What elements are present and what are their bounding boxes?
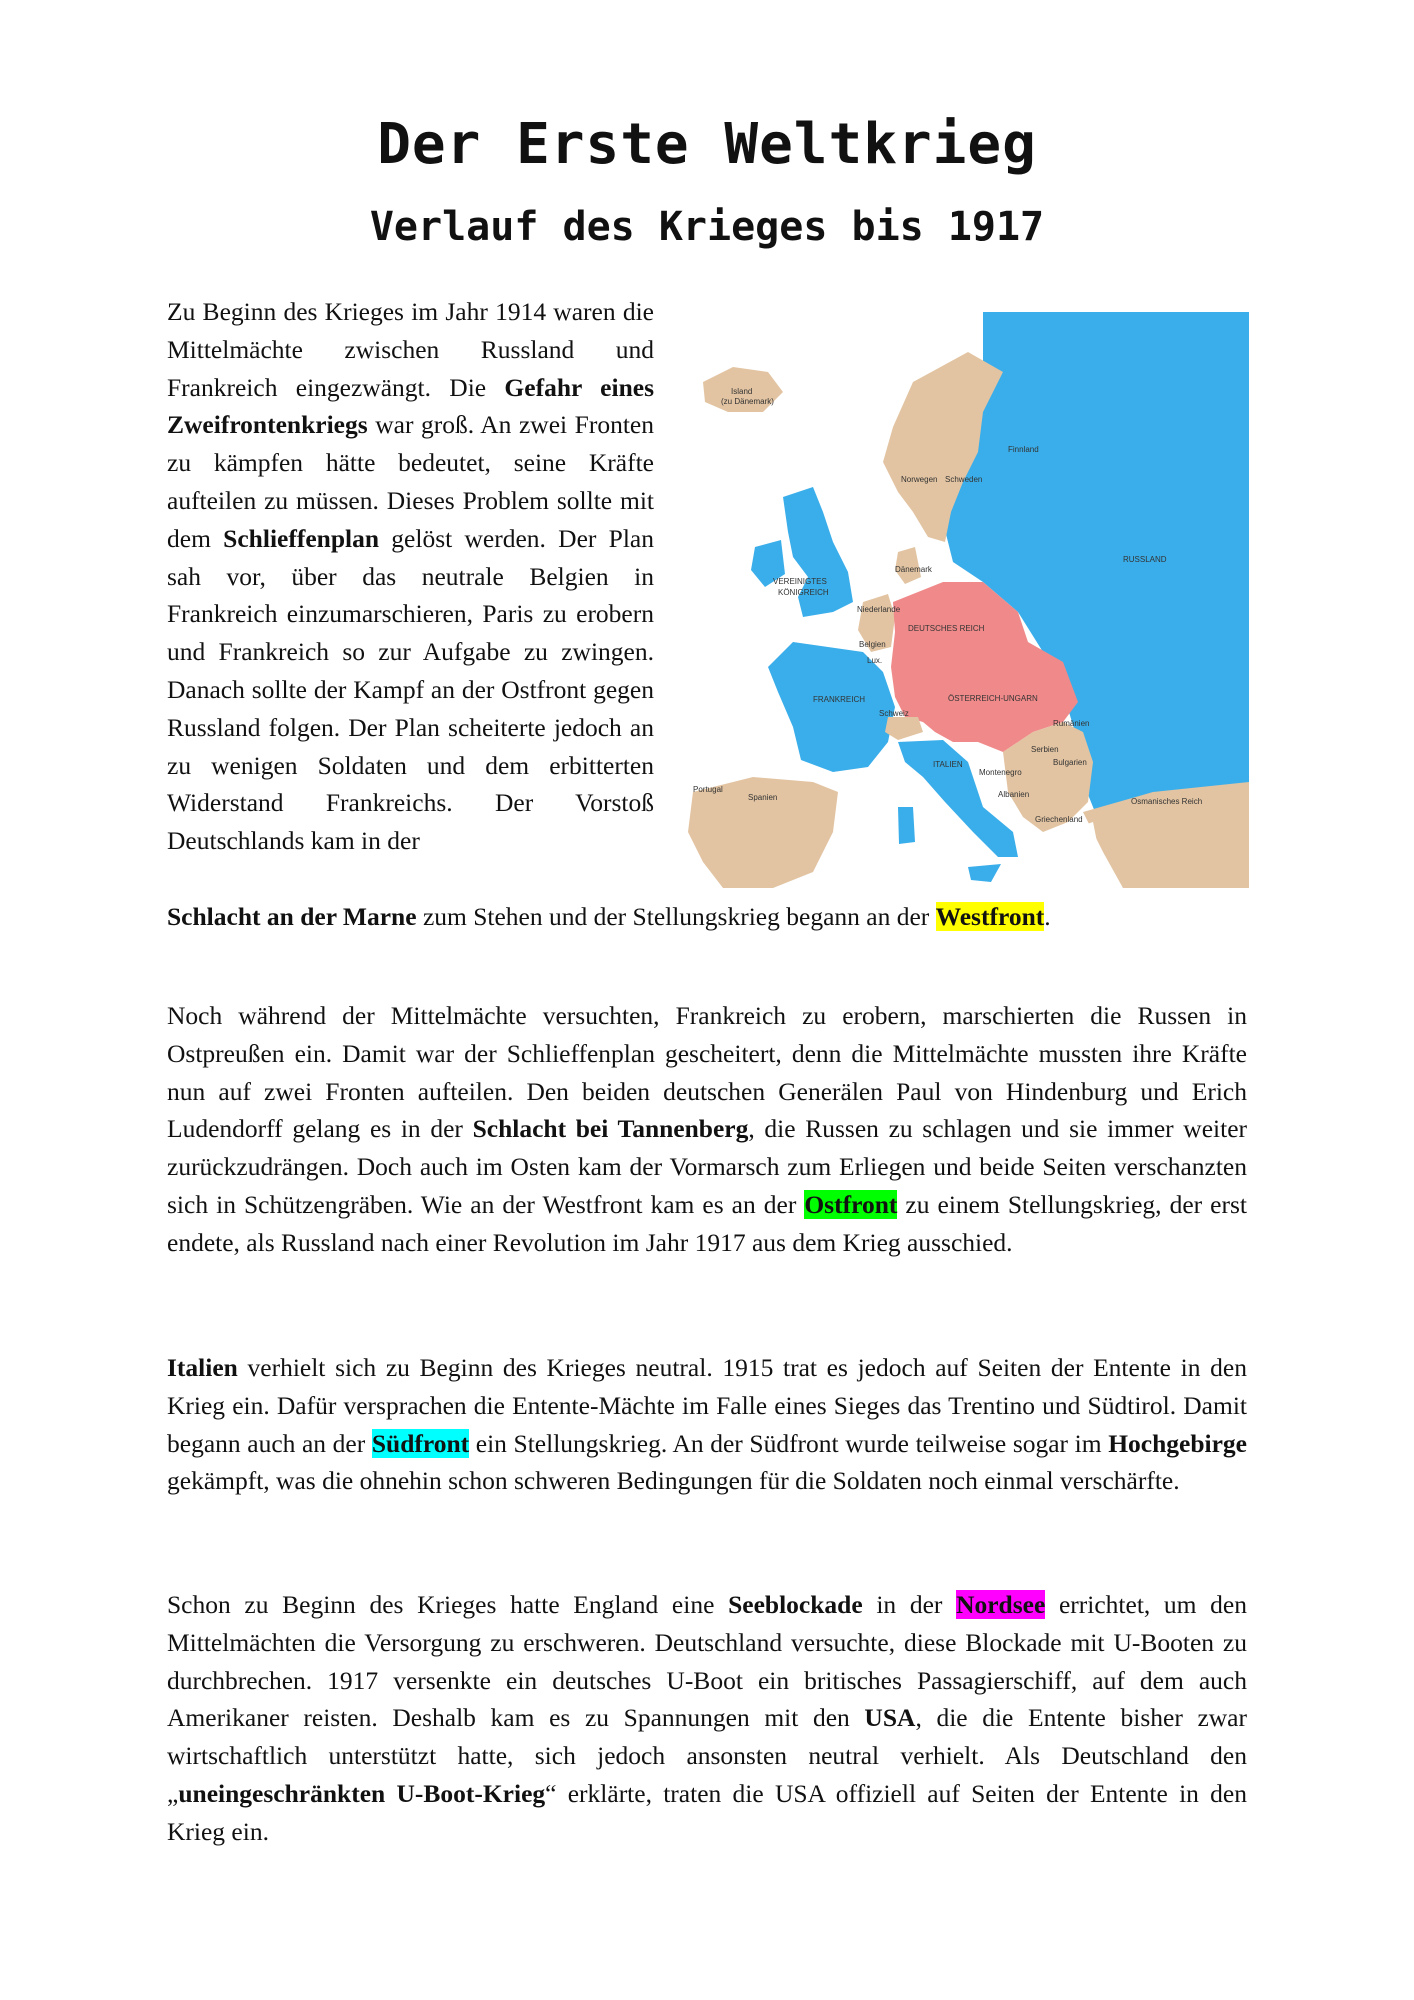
text-span: Schon zu Beginn des Krieges hatte England eine (167, 1590, 729, 1619)
paragraph-intro (167, 293, 654, 860)
map-label: DEUTSCHES REICH (908, 624, 985, 633)
map-label: RUSSLAND (1123, 555, 1167, 564)
text-span: in der (862, 1590, 957, 1619)
page-subtitle: Verlauf des Krieges bis 1917 (369, 204, 1045, 250)
map-label: Belgien (859, 640, 886, 649)
paragraph-ostfront (167, 997, 1247, 1262)
text-span: zum Stehen und der Stellungskrieg begann an der (416, 902, 936, 931)
text-span: gekämpft, was die ohnehin schon schweren Bedingungen für die Soldaten noch einmal verschärfte. (167, 1466, 1180, 1496)
sardinia-region (898, 807, 915, 844)
bold-term: USA (864, 1703, 916, 1733)
map-label: Montenegro (979, 768, 1022, 777)
paragraph-suedfront (167, 1349, 1247, 1500)
map-label: ÖSTERREICH-UNGARN (948, 694, 1038, 703)
bold-term: Schlacht an der Marne (167, 902, 417, 931)
text-span: zu einem Stellungskrieg, der erst endete, als Russland nach einer Revolution im Jahr 1917 aus dem Krieg ausschied. (167, 1189, 1247, 1257)
bold-term: uneingeschränkten U-Boot-Krieg (178, 1778, 546, 1808)
bold-term: Italien (167, 1353, 238, 1382)
text-span: verhielt sich zu Beginn des Krieges neutral. 1915 trat es jedoch auf Seiten der Entente in den Krieg ein. Dafür versprachen die Entente-Mächte im Falle eines Sieges das Trentino und Südtirol. Damit begann auch an der (167, 1353, 1247, 1458)
text-span: ein Stellungskrieg. An der Südfront wurde teilweise sogar im (469, 1428, 1109, 1458)
text-span: war groß. An zwei Fronten zu kämpfen hätte bedeutet, seine Kräfte aufteilen zu müssen. Dieses Problem sollte mit dem (167, 410, 654, 553)
highlight-nordsee: Nordsee (956, 1590, 1046, 1619)
map-label: Norwegen (901, 475, 938, 484)
highlight-suedfront: Südfront (371, 1428, 470, 1458)
map-label: (zu Dänemark) (721, 397, 774, 406)
map-label: Albanien (998, 790, 1030, 799)
map-label: Island (731, 387, 753, 396)
map-label: Serbien (1031, 745, 1059, 754)
map-label: Spanien (748, 793, 778, 802)
text-span: errichtet, um den Mittelmächten die Versorgung zu erschweren. Deutschland versuchte, diese Blockade mit U-Booten zu durchbrechen. 1917 versenkte ein deutsches U-Boot ein britisches Passagierschiff, auf dem auch Amerikaner reisten. Deshalb kam es zu Spannungen mit den (167, 1590, 1247, 1733)
text-span: Zu Beginn des Krieges im Jahr 1914 waren die Mittelmächte zwischen Russland und Frankreich eingezwängt. Die (167, 297, 654, 402)
map-label: Bulgarien (1053, 758, 1087, 767)
europe-map (683, 312, 1249, 888)
highlight-westfront: Westfront (935, 902, 1045, 931)
paragraph-nordsee (167, 1586, 1247, 1851)
map-label: Portugal (693, 785, 723, 794)
map-label: KÖNIGREICH (778, 588, 829, 597)
text-span: “ erklärte, traten die USA offiziell auf Seiten der Entente in den Krieg ein. (167, 1778, 1247, 1846)
map-label: VEREINIGTES (773, 577, 827, 586)
switzerland-region (885, 717, 923, 740)
text-span: , die Russen zu schlagen und sie immer weiter zurückzudrängen. Doch auch im Osten kam der Vormarsch zum Erliegen und beide Seiten verschanzten sich in Schützengräben. Wie an der Westfront kam es an der (167, 1114, 1248, 1219)
bold-term: Gefahr eines Zweifrontenkriegs (167, 372, 654, 440)
map-label: Griechenland (1035, 815, 1083, 824)
bold-term: Schlieffenplan (223, 523, 380, 553)
text-span: . (1044, 902, 1051, 931)
text-span: gelöst werden. Der Plan sah vor, über das neutrale Belgien in Frankreich einzumarschieren, Paris zu erobern und Frankreich so zur Aufgabe zu zwingen. Danach sollte der Kampf an der Ostfront gegen Russland folgen. Der Plan scheiterte jedoch an zu wenigen Soldaten und dem erbitterten Widerstand Frankreichs. Der Vorstoß Deutschlands kam in der (167, 523, 654, 856)
map-label: Schweden (945, 475, 983, 484)
bold-term: Seeblockade (728, 1590, 863, 1619)
map-label: Dänemark (895, 565, 932, 574)
map-label: Finnland (1008, 445, 1039, 454)
uk-region (783, 487, 853, 617)
text-span: , die die Entente bisher zwar wirtschaftlich unterstützt hatte, sich jedoch ansonsten neutral verhielt. Als Deutschland den „ (167, 1703, 1247, 1808)
map-label: Rumänien (1053, 719, 1090, 728)
map-label: Niederlande (857, 605, 901, 614)
bold-term: Schlacht bei Tannenberg (472, 1114, 749, 1144)
highlight-ostfront: Ostfront (804, 1189, 898, 1219)
sicily-region (968, 864, 1001, 882)
map-label: FRANKREICH (813, 695, 866, 704)
map-label: Osmanisches Reich (1131, 797, 1203, 806)
map-label: Schweiz (879, 709, 909, 718)
paragraph-intro-end (167, 898, 1247, 936)
map-label: Lux. (867, 656, 883, 665)
bold-term: Hochgebirge (1108, 1428, 1247, 1458)
text-span: Noch während der Mittelmächte versuchten, Frankreich zu erobern, marschierten die Russen in Ostpreußen ein. Damit war der Schlieffenplan gescheitert, denn die Mittelmächte mussten ihre Kräfte nun auf zwei Fronten aufteilen. Den beiden deutschen Generälen Paul von Hindenburg und Erich Ludendorff gelang es in der (167, 1001, 1247, 1144)
europe-map-svg (683, 312, 1249, 888)
map-label: ITALIEN (933, 760, 963, 769)
page-title: Der Erste Weltkrieg (377, 112, 1037, 177)
